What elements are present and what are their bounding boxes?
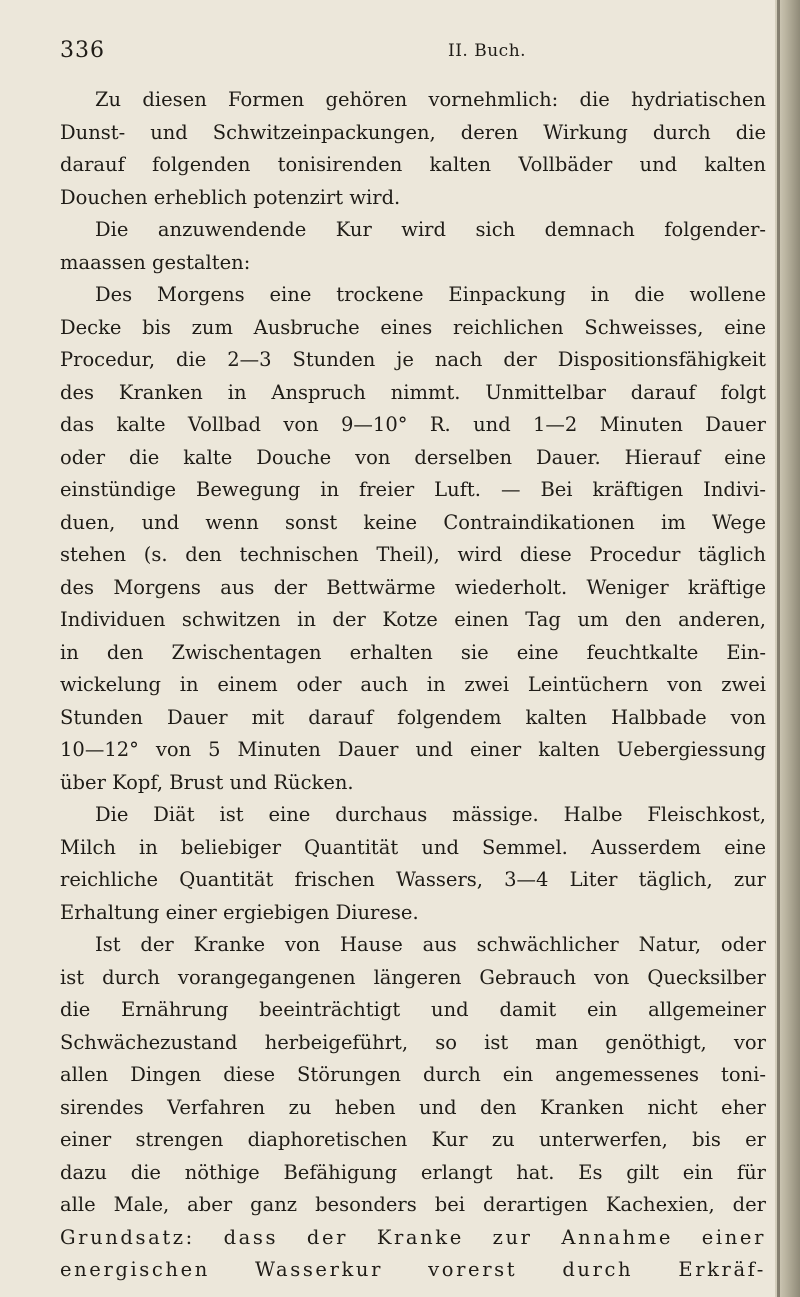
text-line: des Kranken in Anspruch nimmt. Unmittelbar darauf folgt xyxy=(60,380,766,404)
page-header xyxy=(60,38,765,68)
text-line: Decke bis zum Ausbruche eines reichlichen Schweisses, eine xyxy=(60,315,766,339)
text-line: das kalte Vollbad von 9—10° R. und 1—2 Minuten Dauer xyxy=(60,413,766,436)
text-line: Erhaltung einer ergiebigen Diurese. xyxy=(60,900,419,924)
text-line: Procedur, die 2—3 Stunden je nach der Dispositionsfähigkeit xyxy=(60,348,766,371)
text-line: Die anzuwendende Kur wird sich demnach folgender- xyxy=(95,218,766,241)
body-text xyxy=(60,84,766,1287)
text-line: einstündige Bewegung in freier Luft. — Bei kräftigen Indivi- xyxy=(60,478,766,501)
running-head: II. Buch. xyxy=(448,41,527,61)
text-line: Schwächezustand herbeigeführt, so ist man genöthigt, vor xyxy=(60,1030,766,1054)
page-number: 336 xyxy=(60,38,105,63)
text-line: ist durch vorangegangenen längeren Gebrauch von Quecksilber xyxy=(60,965,766,989)
text-line: maassen gestalten: xyxy=(60,250,251,274)
text-line: Die Diät ist eine durchaus mässige. Halbe Fleischkost, xyxy=(95,803,766,826)
text-line: energischen Wasserkur vorerst durch Erkräf- xyxy=(60,1258,766,1281)
text-line: einer strengen diaphoretischen Kur zu unterwerfen, bis er xyxy=(60,1128,766,1151)
text-line: Milch in beliebiger Quantität und Semmel. Ausserdem eine xyxy=(60,835,766,859)
text-line: über Kopf, Brust und Rücken. xyxy=(60,770,354,794)
text-line: dazu die nöthige Befähigung erlangt hat. Es gilt ein für xyxy=(60,1160,766,1184)
text-line: Douchen erheblich potenzirt wird. xyxy=(60,185,401,209)
text-line: allen Dingen diese Störungen durch ein angemessenes toni- xyxy=(60,1063,766,1086)
text-line: Zu diesen Formen gehören vornehmlich: die hydriatischen xyxy=(95,88,766,111)
text-line: alle Male, aber ganz besonders bei derartigen Kachexien, der xyxy=(60,1193,766,1216)
text-line: wickelung in einem oder auch in zwei Leintüchern von zwei xyxy=(60,673,766,696)
text-line: Ist der Kranke von Hause aus schwächlicher Natur, oder xyxy=(95,933,766,956)
text-line: in den Zwischentagen erhalten sie eine feuchtkalte Ein- xyxy=(60,640,766,664)
text-line: des Morgens aus der Bettwärme wiederholt. Weniger kräftige xyxy=(60,575,766,599)
text-line: sirendes Verfahren zu heben und den Kranken nicht eher xyxy=(60,1095,766,1119)
text-line: oder die kalte Douche von derselben Dauer. Hierauf eine xyxy=(60,445,766,469)
text-line: Stunden Dauer mit darauf folgendem kalten Halbbade von xyxy=(60,705,766,729)
text-line: Individuen schwitzen in der Kotze einen Tag um den anderen, xyxy=(60,608,766,631)
text-line: Grundsatz: dass der Kranke zur Annahme einer xyxy=(60,1225,766,1249)
text-line: Dunst- und Schwitzeinpackungen, deren Wirkung durch die xyxy=(60,120,766,144)
text-line: darauf folgenden tonisirenden kalten Vollbäder und kalten xyxy=(60,153,766,176)
binding-line xyxy=(777,0,780,1297)
text-line: Des Morgens eine trockene Einpackung in die wollene xyxy=(95,283,766,306)
text-line: die Ernährung beeinträchtigt und damit ein allgemeiner xyxy=(60,998,766,1021)
text-line: 10—12° von 5 Minuten Dauer und einer kalten Uebergiessung xyxy=(60,738,766,761)
text-line: duen, und wenn sonst keine Contraindikationen im Wege xyxy=(60,510,766,534)
text-line: reichliche Quantität frischen Wassers, 3—4 Liter täglich, zur xyxy=(60,868,766,891)
text-line: stehen (s. den technischen Theil), wird diese Procedur täglich xyxy=(60,543,766,566)
